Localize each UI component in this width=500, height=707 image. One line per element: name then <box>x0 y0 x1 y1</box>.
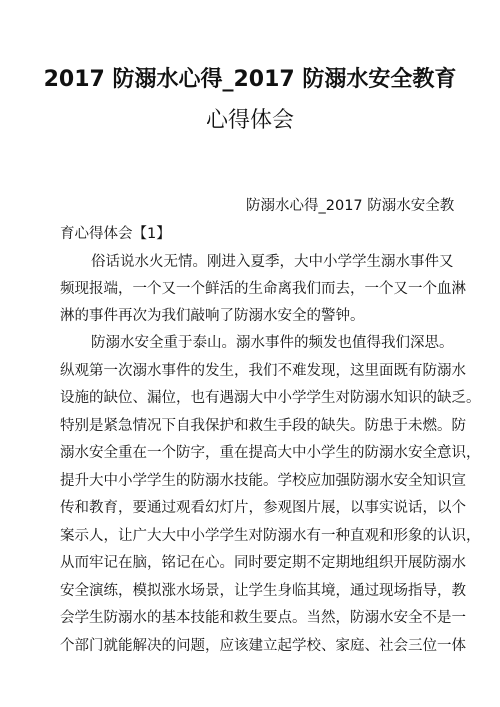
subtitle-line-2: 育心得体会【1】 <box>60 226 171 242</box>
body-line: 提升大中小学学生的防溺水技能。学校应加强防溺水安全知识宣 <box>60 473 466 489</box>
body-line: 纵观第一次溺水事件的发生，我们不难发现，这里面既有防溺水 <box>60 363 466 379</box>
body-line: 俗话说水火无情。刚进入夏季，大中小学学生溺水事件又 <box>91 254 454 270</box>
body-line: 防溺水安全重于泰山。溺水事件的频发也值得我们深思。 <box>91 335 454 351</box>
document-title-line-1: 2017 防溺水心得_2017 防溺水安全教育 <box>43 67 457 92</box>
body-line: 安全演练，模拟涨水场景，让学生身临其境，通过现场指导，教 <box>60 583 466 599</box>
body-line: 特别是紧急情况下自我保护和救生手段的缺失。防患于未燃。防 <box>60 418 466 434</box>
body-line: 传和教育，要通过观看幻灯片，参观图片展，以事实说话，以个 <box>60 500 466 516</box>
subtitle-line-1: 防溺水心得_2017 防溺水安全教 <box>246 198 455 214</box>
body-line: 频现报端，一个又一个鲜活的生命离我们而去，一个又一个血淋 <box>60 281 466 297</box>
body-line: 个部门就能解决的问题，应该建立起学校、家庭、社会三位一体 <box>60 638 466 654</box>
body-line: 设施的缺位、漏位，也有遇溺大中小学学生对防溺水知识的缺乏。 <box>60 390 481 406</box>
body-line: 淋的事件再次为我们敲响了防溺水安全的警钟。 <box>60 308 365 324</box>
body-line: 溺水安全重在一个防字，重在提高大中小学生的防溺水安全意识， <box>60 445 481 461</box>
body-line: 案示人，让广大大中小学学生对防溺水有一种直观和形象的认识， <box>60 528 481 544</box>
body-line: 从而牢记在脑，铭记在心。同时要定期不定期地组织开展防溺水 <box>60 555 466 571</box>
document-title-line-2: 心得体会 <box>205 108 294 133</box>
body-line: 会学生防溺水的基本技能和救生要点。当然，防溺水安全不是一 <box>60 610 466 626</box>
